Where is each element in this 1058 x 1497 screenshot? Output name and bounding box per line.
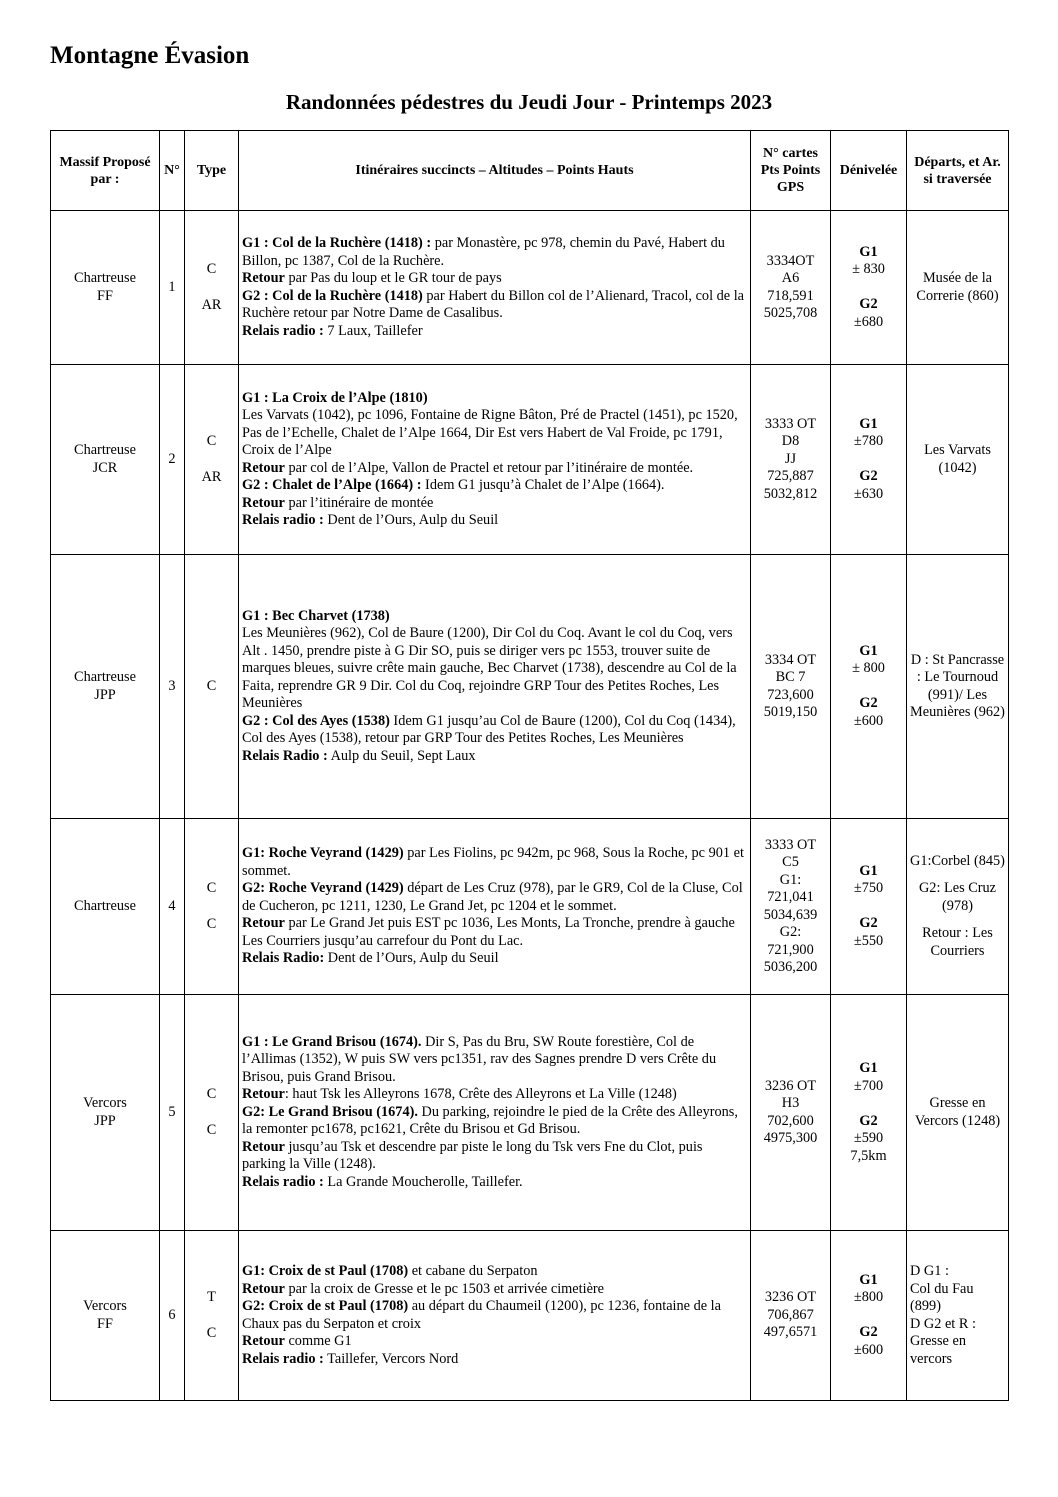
table-row — [51, 555, 1009, 819]
itinerary-paragraph — [242, 288, 747, 323]
itinerary-paragraph — [242, 390, 747, 408]
hikes-table — [50, 130, 1009, 1401]
massif-cell — [51, 819, 160, 995]
gps-line: D8 — [781, 433, 800, 450]
table-row — [51, 995, 1009, 1231]
gps-line: 706,867 — [767, 1306, 814, 1323]
itinerary-paragraph — [242, 845, 747, 880]
proposer: FF — [97, 287, 113, 304]
itinerary-text: Dent de l’Ours, Aulp du Seuil — [323, 512, 499, 528]
col-header-itinerary: Itinéraires succincts – Altitudes – Points Hauts — [239, 131, 751, 211]
elevation-line — [834, 678, 903, 696]
gps-line: 718,591 — [767, 287, 814, 304]
col-header-gps: N° cartes Pts Points GPS — [751, 131, 831, 211]
elevation-cell — [831, 365, 907, 555]
gps-line: 3236 OT — [764, 1289, 817, 1306]
itinerary-paragraph — [242, 1034, 747, 1087]
departure-cell — [907, 1231, 1009, 1401]
itinerary-text: Les Meunières (962), Col de Baure (1200), Dir Col du Coq. Avant le col du Coq, vers Alt . 1450, prendre piste à G Dir SO, puis se diriger vers pc 1553, trouver suite de marques bleues, suivre crête main gauche, Bec Charvet (1738), descendre au Col de la Faita, reprendre GR 9 Dir. Col du Coq, rejoindre GRP Tour des Petites Roches, Les Meunières — [242, 625, 737, 712]
massif-name: Vercors — [83, 1095, 127, 1111]
itinerary-bold: Retour — [242, 915, 285, 932]
table-row — [51, 1231, 1009, 1401]
itinerary-bold: G2 : Chalet de l’Alpe (1664) : — [242, 477, 422, 493]
type-cell — [185, 211, 239, 365]
itinerary-bold: Retour — [242, 270, 285, 286]
proposer: FF — [97, 1315, 113, 1332]
organization-title: Montagne Évasion — [50, 42, 250, 69]
type-cell — [185, 819, 239, 995]
gps-line: 725,887 — [767, 468, 814, 485]
itinerary-text: Taillefer, Vercors Nord — [323, 1350, 459, 1367]
table-row — [51, 211, 1009, 365]
elevation-line: G2 — [859, 695, 878, 712]
elevation-line: ±750 — [853, 880, 884, 897]
departure-line: Col du Fau (899) — [910, 1280, 974, 1314]
gps-line: H3 — [781, 1095, 800, 1111]
itinerary-bold: Relais radio : — [242, 1350, 324, 1367]
elevation-line: G1 — [859, 415, 878, 432]
itinerary-text: par la croix de Gresse et le pc 1503 et arrivée cimetière — [284, 1280, 605, 1297]
itinerary-paragraph — [242, 713, 747, 748]
itinerary-bold: Relais Radio: — [242, 950, 325, 967]
itinerary-bold: G1 : Col de la Ruchère (1418) : — [242, 235, 432, 251]
elevation-line: ±780 — [853, 433, 884, 450]
gps-cell — [751, 995, 831, 1231]
gps-line: A6 — [781, 270, 800, 286]
elevation-line: G1 — [859, 1060, 878, 1076]
departure-line: D G1 : — [910, 1263, 949, 1279]
itinerary-paragraph — [242, 1351, 747, 1369]
type-value: C — [206, 1086, 217, 1102]
itinerary-paragraph — [242, 407, 747, 460]
itinerary-paragraph — [242, 495, 747, 513]
gps-cell — [751, 555, 831, 819]
itinerary-text: Dir S, Pas du Bru, SW Route forestière, Col de l’Allimas (1352), W puis SW vers pc1351, rav des Sagnes prendre D vers Crête du Brisou, puis Grand Brisou. — [242, 1033, 717, 1085]
itinerary-text: par Habert du Billon col de l’Alienard, Tracol, col de la Ruchère retour par Notre Dame de Casalibus. — [242, 287, 745, 321]
elevation-line: ±550 — [853, 932, 884, 949]
itinerary-text: 7 Laux, Taillefer — [323, 322, 423, 339]
massif-name: Chartreuse — [74, 270, 136, 286]
itinerary-text: : haut Tsk les Alleyrons 1678, Crête des Alleyrons et La Ville (1248) — [284, 1086, 677, 1103]
departure-line: Retour : Les Courriers — [922, 925, 993, 959]
col-header-elevation: Dénivelée — [831, 131, 907, 211]
gps-line: 5025,708 — [763, 305, 818, 321]
elevation-line: G1 — [859, 1271, 878, 1288]
elevation-cell — [831, 995, 907, 1231]
col-header-type: Type — [185, 131, 239, 211]
itinerary-paragraph — [242, 915, 747, 950]
gps-line: 5032,812 — [763, 485, 818, 502]
massif-cell — [51, 995, 160, 1231]
type-value: T — [207, 1289, 216, 1305]
elevation-cell — [831, 555, 907, 819]
itinerary-bold: Relais radio : — [242, 1173, 324, 1190]
itinerary-bold: Retour — [242, 494, 285, 511]
elevation-line: ±630 — [853, 485, 884, 502]
itinerary-bold: Relais Radio : — [242, 747, 328, 764]
col-header-massif: Massif Proposé par : — [51, 131, 160, 211]
gps-cell — [751, 1231, 831, 1401]
massif-cell — [51, 211, 160, 365]
itinerary-text: et cabane du Serpaton — [408, 1263, 538, 1279]
itinerary-cell — [239, 365, 751, 555]
type-value: AR — [201, 296, 222, 313]
elevation-line: ±600 — [853, 1341, 884, 1358]
document-subtitle: Randonnées pédestres du Jeudi Jour - Printemps 2023 — [285, 90, 773, 114]
itinerary-text: par Les Fiolins, pc 942m, pc 968, Sous la Roche, pc 901 et sommet. — [242, 845, 744, 879]
type-value: AR — [201, 468, 222, 485]
table-header-row — [51, 131, 1009, 211]
type-value: C — [206, 433, 217, 449]
departure-line: Les Varvats (1042) — [924, 442, 991, 476]
itinerary-text: Idem G1 jusqu’à Chalet de l’Alpe (1664). — [421, 477, 665, 493]
proposer: JCR — [92, 459, 118, 476]
gps-line: 723,600 — [767, 686, 814, 703]
massif-cell — [51, 365, 160, 555]
massif-cell — [51, 555, 160, 819]
itinerary-text: Idem G1 jusqu’au Col de Baure (1200), Col du Coq (1434), Col des Ayes (1538), retour par GRP Tour des Petites Roches, Les Meunières — [242, 712, 736, 747]
col-header-departure: Départs, et Ar. si traversée — [907, 131, 1009, 211]
massif-name: Vercors — [83, 1298, 127, 1314]
departure-cell — [907, 555, 1009, 819]
gps-line: 497,6571 — [763, 1324, 818, 1341]
itinerary-bold: Relais radio : — [242, 322, 324, 339]
massif-name: Chartreuse — [74, 897, 136, 914]
itinerary-bold: G2 : Col des Ayes (1538) — [242, 712, 390, 729]
itinerary-text: jusqu’au Tsk et descendre par piste le long du Tsk vers Fne du Clot, puis parking la Ville (1248). — [242, 1138, 703, 1173]
itinerary-cell — [239, 211, 751, 365]
itinerary-text: au départ du Chaumeil (1200), pc 1236, fontaine de la Chaux pas du Serpaton et croix — [242, 1298, 721, 1332]
gps-line: 3334OT — [766, 252, 815, 269]
itinerary-text: par col de l’Alpe, Vallon de Practel et retour par l’itinéraire de montée. — [284, 459, 694, 476]
elevation-line: G2 — [859, 1112, 878, 1129]
table-row — [51, 819, 1009, 995]
elevation-line: G1 — [859, 862, 878, 879]
gps-line: 5036,200 — [763, 959, 818, 975]
itinerary-text: par Monastère, pc 978, chemin du Pavé, Habert du Billon, pc 1387, Col de la Ruchère. — [242, 235, 725, 269]
massif-name: Chartreuse — [74, 442, 136, 458]
type-value: C — [206, 677, 217, 694]
itinerary-bold: Retour — [242, 1280, 285, 1297]
gps-line: 721,900 — [767, 941, 814, 958]
itinerary-paragraph — [242, 235, 747, 270]
itinerary-paragraph — [242, 1104, 747, 1139]
number-cell: 4 — [160, 819, 185, 995]
gps-line: G1: — [779, 871, 802, 888]
elevation-line — [834, 1307, 903, 1325]
itinerary-text: départ de Les Cruz (978), par le GR9, Col de la Cluse, Col de Cucheron, pc 1211, 1230, Le Grand Jet, pc 1204 et le sommet. — [242, 880, 743, 914]
gps-line: 702,600 — [767, 1112, 814, 1129]
itinerary-cell — [239, 995, 751, 1231]
itinerary-text: par l’itinéraire de montée — [284, 494, 434, 511]
itinerary-bold: Retour — [242, 1138, 285, 1155]
itinerary-paragraph — [242, 748, 747, 766]
itinerary-paragraph — [242, 1139, 747, 1174]
elevation-line: 7,5km — [850, 1147, 887, 1164]
gps-line: 3333 OT — [764, 415, 817, 432]
departure-line: D : St Pancrasse : Le Tournoud (991)/ Les Meunières (962) — [910, 651, 1005, 720]
itinerary-paragraph — [242, 625, 747, 713]
departure-line: D G2 et R : — [910, 1315, 976, 1332]
gps-line: 5019,150 — [763, 704, 818, 720]
itinerary-paragraph — [242, 1263, 747, 1281]
departure-line: Musée de la Correrie (860) — [916, 270, 999, 304]
itinerary-bold: Retour — [242, 1086, 285, 1103]
gps-line: 721,041 — [767, 889, 814, 905]
itinerary-bold: G2: Le Grand Brisou (1674). — [242, 1103, 418, 1120]
itinerary-bold: G1: Roche Veyrand (1429) — [242, 845, 404, 862]
departure-line: Gresse en Vercors (1248) — [914, 1095, 1001, 1129]
type-value: C — [206, 1324, 217, 1341]
itinerary-paragraph — [242, 477, 747, 495]
elevation-line: G2 — [859, 915, 878, 932]
departure-line: G1:Corbel (845) — [910, 852, 1005, 869]
elevation-line: ±800 — [853, 1289, 884, 1306]
departure-cell — [907, 211, 1009, 365]
type-cell — [185, 1231, 239, 1401]
type-cell — [185, 365, 239, 555]
gps-line: JJ — [784, 450, 797, 467]
gps-cell — [751, 819, 831, 995]
itinerary-cell — [239, 555, 751, 819]
elevation-line: ±700 — [853, 1077, 884, 1094]
elevation-line — [834, 1095, 903, 1113]
departure-cell — [907, 365, 1009, 555]
elevation-line: G1 — [859, 243, 878, 260]
type-value: C — [206, 261, 217, 277]
number-cell: 1 — [160, 211, 185, 365]
itinerary-paragraph — [242, 880, 747, 915]
elevation-cell — [831, 1231, 907, 1401]
gps-line: 3333 OT — [764, 836, 817, 853]
itinerary-text: Du parking, rejoindre le pied de la Crête des Alleyrons, la remonter pc1678, pc1621, Crête du Brisou et Gd Brisou. — [242, 1103, 738, 1138]
itinerary-cell — [239, 1231, 751, 1401]
gps-line: 3236 OT — [764, 1077, 817, 1094]
elevation-line: G2 — [859, 296, 878, 313]
itinerary-text: par Pas du loup et le GR tour de pays — [284, 270, 502, 286]
itinerary-bold: G1 : Bec Charvet (1738) — [242, 607, 390, 624]
departure-cell — [907, 819, 1009, 995]
itinerary-cell — [239, 819, 751, 995]
itinerary-paragraph — [242, 950, 747, 968]
itinerary-bold: G1 : Le Grand Brisou (1674). — [242, 1033, 422, 1050]
type-cell — [185, 555, 239, 819]
gps-line: G2: — [779, 924, 802, 940]
number-cell: 3 — [160, 555, 185, 819]
itinerary-text: La Grande Moucherolle, Taillefer. — [323, 1173, 523, 1190]
type-cell — [185, 995, 239, 1231]
itinerary-text: Les Varvats (1042), pc 1096, Fontaine de Rigne Bâton, Pré de Practel (1451), pc 1520, Pas de l’Echelle, Chalet de l’Alpe 1664, Dir Est vers Habert de Val Froide, pc 1791, Croix de l’Alpe — [242, 407, 738, 458]
number-cell: 5 — [160, 995, 185, 1231]
elevation-line: ± 830 — [852, 261, 885, 278]
gps-line: 5034,639 — [763, 906, 818, 923]
gps-cell — [751, 211, 831, 365]
elevation-line: ±600 — [853, 712, 884, 729]
itinerary-text: par Le Grand Jet puis EST pc 1036, Les Monts, La Tronche, prendre à gauche Les Courriers jusqu’au carrefour du Pont du Lac. — [242, 915, 735, 949]
elevation-line — [834, 279, 903, 297]
itinerary-paragraph — [242, 1281, 747, 1299]
itinerary-bold: Relais radio : — [242, 512, 324, 528]
itinerary-text: comme G1 — [284, 1333, 352, 1349]
type-value: C — [206, 1121, 217, 1138]
itinerary-paragraph — [242, 1174, 747, 1192]
elevation-cell — [831, 819, 907, 995]
table-row — [51, 365, 1009, 555]
massif-cell — [51, 1231, 160, 1401]
itinerary-bold: G1 : La Croix de l’Alpe (1810) — [242, 389, 428, 406]
itinerary-bold: G2: Croix de st Paul (1708) — [242, 1298, 409, 1314]
massif-name: Chartreuse — [74, 669, 136, 685]
departure-cell — [907, 995, 1009, 1231]
gps-line: C5 — [782, 854, 799, 870]
gps-line: 4975,300 — [763, 1130, 818, 1146]
gps-line: 3334 OT — [764, 651, 817, 668]
gps-cell — [751, 365, 831, 555]
elevation-line — [834, 898, 903, 916]
col-header-num: N° — [160, 131, 185, 211]
itinerary-bold: G1: Croix de st Paul (1708) — [242, 1263, 409, 1279]
number-cell: 2 — [160, 365, 185, 555]
elevation-line: G1 — [859, 642, 878, 659]
itinerary-paragraph — [242, 460, 747, 478]
itinerary-paragraph — [242, 323, 747, 341]
elevation-line: G2 — [859, 468, 878, 485]
proposer: JPP — [94, 686, 116, 703]
elevation-line: ±680 — [853, 313, 884, 330]
itinerary-bold: G2 : Col de la Ruchère (1418) — [242, 287, 423, 304]
itinerary-text: Dent de l’Ours, Aulp du Seuil — [324, 950, 499, 967]
departure-line: Gresse en vercors — [910, 1333, 966, 1367]
itinerary-paragraph — [242, 608, 747, 626]
itinerary-bold: Retour — [242, 459, 285, 476]
itinerary-paragraph — [242, 1333, 747, 1351]
elevation-cell — [831, 211, 907, 365]
number-cell: 6 — [160, 1231, 185, 1401]
itinerary-bold: Retour — [242, 1333, 285, 1349]
gps-line: BC 7 — [775, 669, 806, 685]
itinerary-paragraph — [242, 270, 747, 288]
elevation-line: G2 — [859, 1324, 878, 1341]
itinerary-text: Aulp du Seuil, Sept Laux — [327, 747, 476, 764]
elevation-line: ± 800 — [852, 660, 885, 677]
itinerary-bold: G2: Roche Veyrand (1429) — [242, 880, 404, 897]
elevation-line — [834, 451, 903, 469]
departure-line: G2: Les Cruz (978) — [918, 880, 997, 914]
proposer: JPP — [94, 1112, 116, 1129]
itinerary-paragraph — [242, 1298, 747, 1333]
elevation-line: ±590 — [853, 1130, 884, 1146]
itinerary-paragraph — [242, 512, 747, 530]
type-value: C — [206, 915, 217, 932]
itinerary-paragraph — [242, 1086, 747, 1104]
type-value: C — [206, 880, 217, 896]
